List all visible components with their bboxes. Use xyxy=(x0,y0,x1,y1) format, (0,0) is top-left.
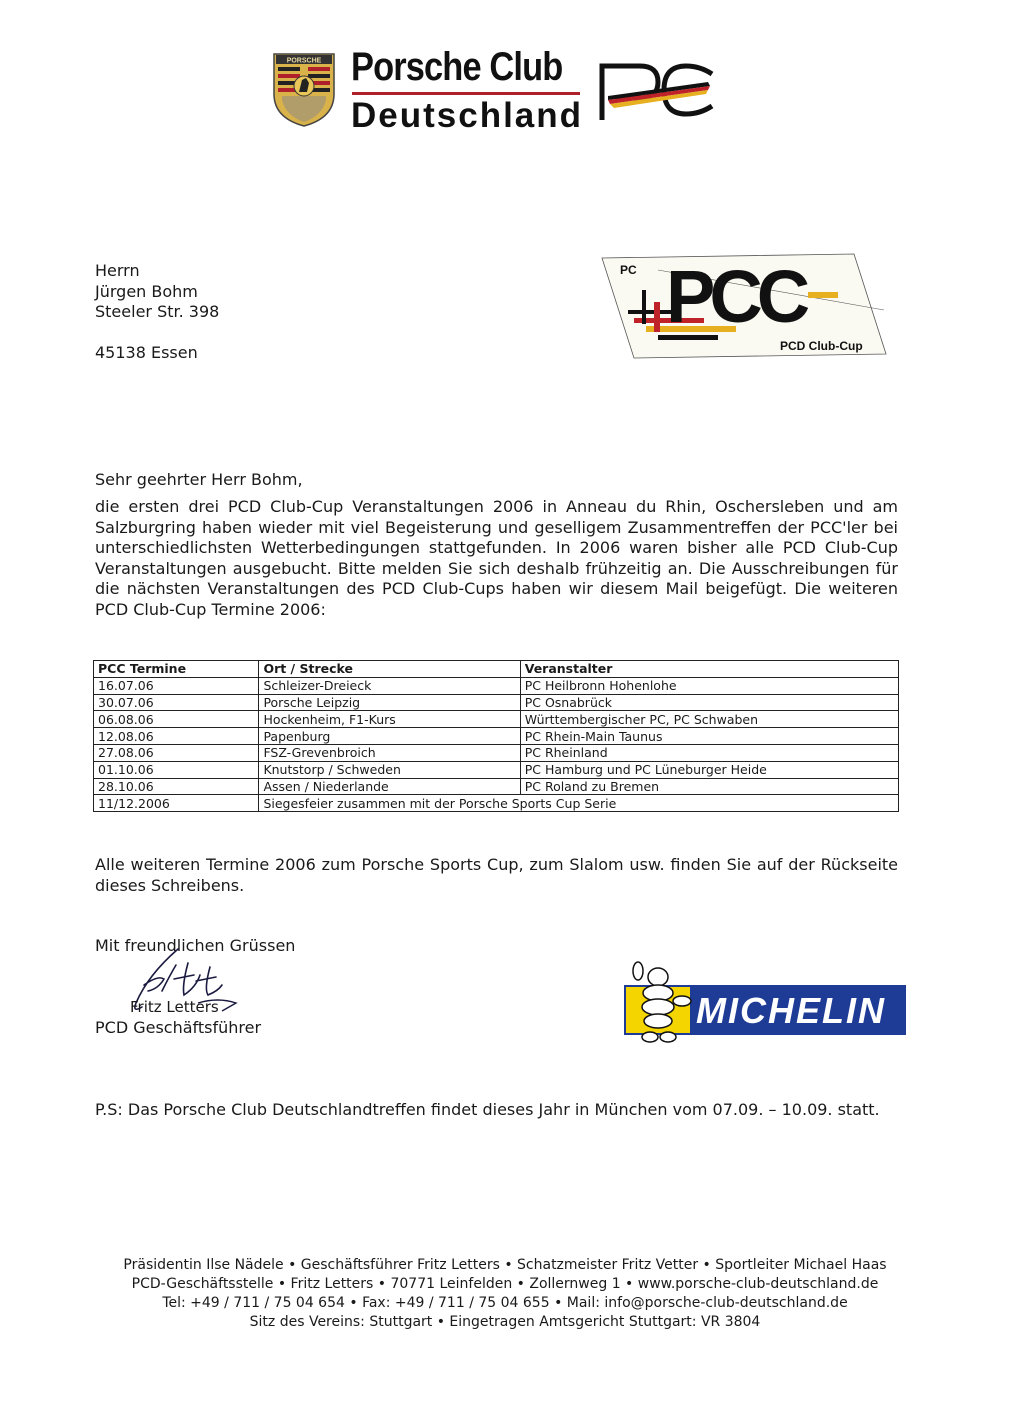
column-header-date: PCC Termine xyxy=(94,661,259,678)
pcc-club-cup-logo xyxy=(598,250,890,360)
table-row xyxy=(94,677,899,694)
title-divider xyxy=(352,92,580,95)
cell-location: Schleizer-Dreieck xyxy=(259,677,520,694)
table-row xyxy=(94,778,899,795)
michelin-logo-text: MICHELIN xyxy=(696,990,886,1031)
svg-text:PC: PC xyxy=(620,263,637,277)
letterhead-footer xyxy=(80,1256,930,1332)
cell-date: 28.10.06 xyxy=(94,778,259,795)
footer-line-officers: Präsidentin Ilse Nädele • Geschäftsführer Fritz Letters • Schatzmeister Fritz Vetter • Sportleiter Michael Haas xyxy=(123,1257,887,1273)
cell-date: 11/12.2006 xyxy=(94,795,259,812)
footer-line-office: PCD-Geschäftsstelle • Fritz Letters • 70771 Leinfelden • Zollernweg 1 • www.porsche-club-deutschland.de xyxy=(131,1276,879,1292)
table-row xyxy=(94,795,899,812)
column-header-location: Ort / Strecke xyxy=(259,661,520,678)
postscript: P.S: Das Porsche Club Deutschlandtreffen findet dieses Jahr in München vom 07.09. – 10.09. statt. xyxy=(95,1100,880,1119)
pcc-logo-text: PCC xyxy=(666,255,805,338)
cell-location: Assen / Niederlande xyxy=(259,778,520,795)
table-row xyxy=(94,711,899,728)
address-name: Jürgen Bohm xyxy=(95,281,198,301)
letter-more-info-paragraph: Alle weiteren Termine 2006 zum Porsche Sports Cup, zum Slalom usw. finden Sie auf der Rückseite dieses Schreibens. xyxy=(95,855,898,895)
pc-logo-text: PC xyxy=(590,52,592,53)
cell-location: Porsche Leipzig xyxy=(259,694,520,711)
column-header-organizer: Veranstalter xyxy=(520,661,898,678)
cell-date: 01.10.06 xyxy=(94,761,259,778)
pcc-schedule-table xyxy=(93,660,899,812)
address-city: 45138 Essen xyxy=(95,342,198,362)
letter-intro-paragraph: die ersten drei PCD Club-Cup Veranstaltungen 2006 in Anneau du Rhin, Oschersleben und am Salzburgring haben wieder mit viel Begeisterung und geselligem Zusammentreffen der PCC'ler bei unterschiedlichsten Wetterbedingungen stattgefunden. In 2006 waren bisher alle PCD Club-Cup Veranstaltungen ausgebucht. Bitte melden Sie sich deshalb frühzeitig an. Die Ausschreibungen für die nächsten Veranstaltungen des PCD Club-Cups haben wir diesem Mail beigefügt. Die weiteren PCD Club-Cup Termine 2006: xyxy=(95,497,898,619)
crest-text: PORSCHE xyxy=(286,57,322,65)
cell-date: 30.07.06 xyxy=(94,694,259,711)
table-row xyxy=(94,694,899,711)
signer-role: PCD Geschäftsführer xyxy=(95,1018,262,1037)
cell-organizer: PC Hamburg und PC Lüneburger Heide xyxy=(520,761,898,778)
cell-location: Hockenheim, F1-Kurs xyxy=(259,711,520,728)
cell-organizer: Württembergischer PC, PC Schwaben xyxy=(520,711,898,728)
table-row xyxy=(94,761,899,778)
porsche-crest-logo xyxy=(272,50,336,128)
cell-location: Knutstorp / Schweden xyxy=(259,761,520,778)
michelin-sponsor-logo xyxy=(620,955,910,1047)
cell-date: 16.07.06 xyxy=(94,677,259,694)
cell-organizer: PC Heilbronn Hohenlohe xyxy=(520,677,898,694)
club-title: Porsche Club xyxy=(351,45,563,89)
signer-name: Fritz Letters xyxy=(130,998,219,1016)
pcc-logo-caption: PCD Club-Cup xyxy=(780,339,863,353)
club-subtitle: Deutschland xyxy=(351,96,584,135)
cell-organizer: PC Rhein-Main Taunus xyxy=(520,728,898,745)
cell-date: 06.08.06 xyxy=(94,711,259,728)
recipient-address xyxy=(95,261,219,363)
pc-logo xyxy=(590,52,720,124)
cell-date: 27.08.06 xyxy=(94,744,259,761)
table-header-row xyxy=(94,661,899,678)
cell-organizer: PC Roland zu Bremen xyxy=(520,778,898,795)
cell-organizer: PC Rheinland xyxy=(520,744,898,761)
cell-location: Siegesfeier zusammen mit der Porsche Sports Cup Serie xyxy=(259,795,899,812)
cell-location: FSZ-Grevenbroich xyxy=(259,744,520,761)
footer-line-contact: Tel: +49 / 711 / 75 04 654 • Fax: +49 / 711 / 75 04 655 • Mail: info@porsche-club-deutschland.de xyxy=(162,1295,848,1311)
footer-line-registry: Sitz des Vereins: Stuttgart • Eingetragen Amtsgericht Stuttgart: VR 3804 xyxy=(249,1314,761,1330)
letter-closing: Mit freundlichen Grüssen xyxy=(95,936,296,955)
table-row xyxy=(94,744,899,761)
cell-location: Papenburg xyxy=(259,728,520,745)
cell-date: 12.08.06 xyxy=(94,728,259,745)
table-row xyxy=(94,728,899,745)
address-street: Steeler Str. 398 xyxy=(95,302,220,321)
cell-organizer: PC Osnabrück xyxy=(520,694,898,711)
address-salutation: Herrn xyxy=(95,261,140,280)
letter-greeting: Sehr geehrter Herr Bohm, xyxy=(95,470,303,489)
